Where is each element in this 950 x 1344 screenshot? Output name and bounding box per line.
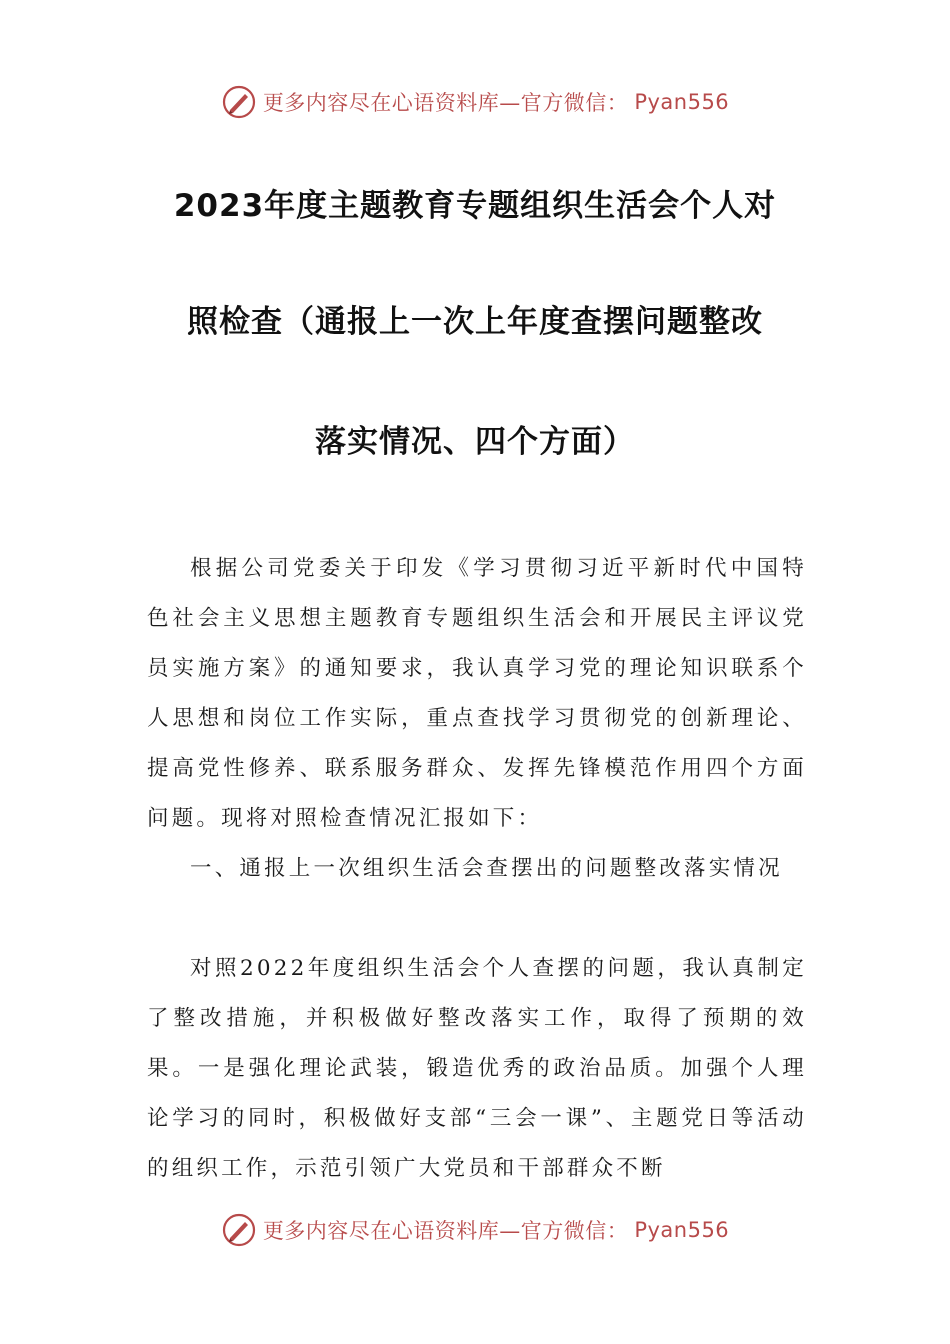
body-paragraph-rectification: 对照2022年度组织生活会个人查摆的问题，我认真制定了整改措施，并积极做好整改落实工作，取得了预期的效果。一是强化理论武装，锻造优秀的政治品质。加强个人理论学习的同时，积极做好支部“三会一课”、主题党日等活动的组织工作，示范引领广大党员和干部群众不断 xyxy=(147,956,807,1181)
pen-logo-icon xyxy=(221,1212,257,1248)
watermark-text: 更多内容尽在心语资料库—官方微信： xyxy=(262,91,629,115)
title-line-2: 照检查（通报上一次上年度查摆问题整改 xyxy=(187,304,763,340)
watermark-wechat-id: Pyan556 xyxy=(634,90,730,114)
footer-watermark xyxy=(0,1208,950,1252)
body-paragraph-intro: 根据公司党委关于印发《学习贯彻习近平新时代中国特色社会主义思想主题教育专题组织生活会和开展民主评议党员实施方案》的通知要求，我认真学习党的理论知识联系个人思想和岗位工作实际，重点查找学习贯彻党的创新理论、提高党性修养、联系服务群众、发挥先锋模范作用四个方面问题。现将对照检查情况汇报如下： xyxy=(147,556,807,831)
title-line-3: 落实情况、四个方面） xyxy=(315,424,635,460)
title-line-1: 2023年度主题教育专题组织生活会个人对 xyxy=(173,188,777,224)
watermark-text: 更多内容尽在心语资料库—官方微信： xyxy=(262,1219,629,1243)
section-heading-1: 一、通报上一次组织生活会查摆出的问题整改落实情况 xyxy=(190,856,783,881)
watermark-wechat-id: Pyan556 xyxy=(634,1218,730,1242)
header-watermark xyxy=(0,80,950,124)
pen-logo-icon xyxy=(221,84,257,120)
